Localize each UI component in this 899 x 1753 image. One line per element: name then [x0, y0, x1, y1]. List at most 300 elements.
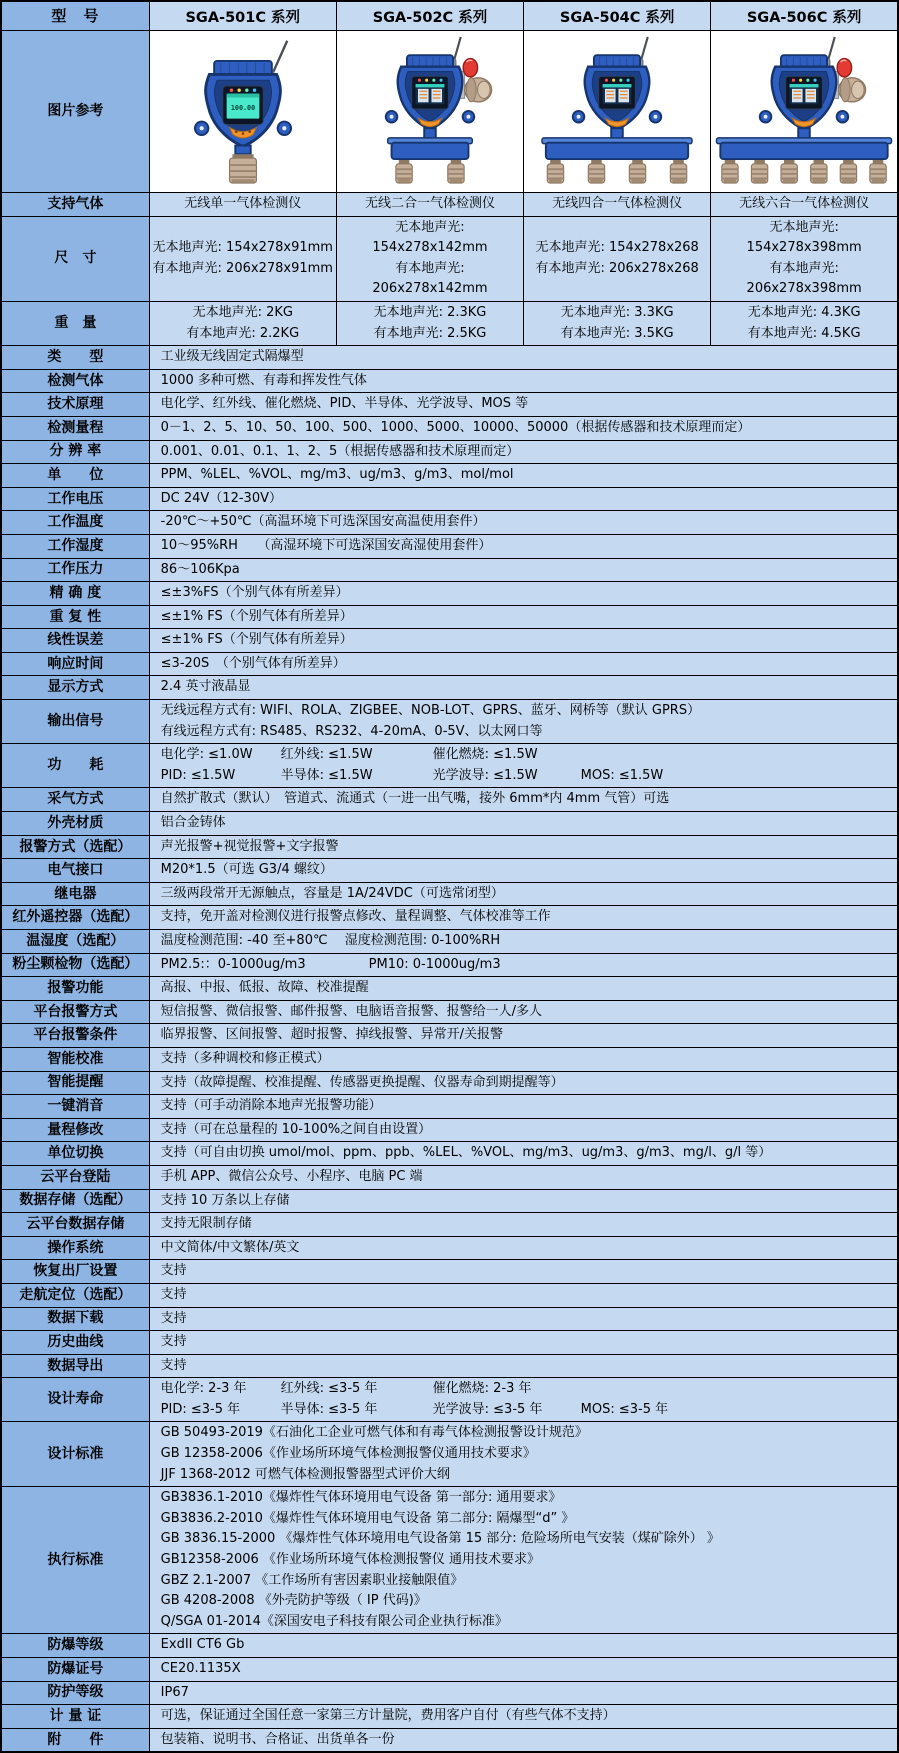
row-label: 平台报警方式 — [1, 1000, 149, 1024]
spec-row — [1, 1487, 898, 1634]
spec-row — [1, 1728, 898, 1752]
value-line: ≤±1% FS（个别气体有所差异） — [160, 632, 353, 648]
spec-value-cell — [149, 906, 898, 930]
spec-row — [1, 416, 898, 440]
sensor-head — [229, 154, 256, 183]
display-screen — [412, 76, 449, 109]
sensor-head — [629, 160, 645, 183]
manifold — [542, 137, 692, 158]
value-line — [161, 1379, 891, 1400]
row-label: 支持气体 — [1, 193, 149, 217]
row-label: 粉尘颗检物（选配） — [1, 953, 149, 977]
row-label: 检测气体 — [1, 369, 149, 393]
spec-row — [1, 534, 898, 558]
value-line: PPM、%LEL、%VOL、mg/m3、ug/m3、g/m3、mol/mol — [160, 467, 514, 483]
spec-row — [1, 1189, 898, 1213]
value-line: 无线单一气体检测仪 — [184, 196, 302, 211]
model-header: SGA-502C 系列 — [336, 1, 523, 31]
spec-value-cell — [149, 1307, 898, 1331]
spec-value-cell — [149, 1024, 898, 1048]
value-line: GB3836.1-2010《爆炸性气体环境用电气设备 第一部分: 通用要求》 — [160, 1490, 562, 1506]
spec-value-cell — [149, 1658, 898, 1682]
value-line: GB3836.2-2010《爆炸性气体环境用电气设备 第二部分: 隔爆型“d” 》 — [160, 1510, 575, 1526]
sga-506c-device-image-cell — [711, 31, 898, 193]
value-segment: MOS: ≤1.5W — [580, 767, 664, 783]
row-label: 数据下载 — [1, 1307, 149, 1331]
spec-row — [1, 1236, 898, 1260]
column-value-cell — [711, 216, 898, 301]
value-line: 声光报警+视觉报警+文字报警 — [160, 838, 339, 854]
row-label: 智能提醒 — [1, 1071, 149, 1095]
svg-text:100.00: 100.00 — [230, 103, 255, 112]
value-line: 无本地声光: 154x278x398mm — [746, 219, 862, 256]
display-screen — [786, 76, 823, 109]
column-value-cell — [711, 193, 898, 217]
spec-row — [1, 1422, 898, 1487]
spec-row — [1, 1165, 898, 1189]
spec-value-cell — [149, 1189, 898, 1213]
row-label: 一键消音 — [1, 1095, 149, 1119]
sensor-head — [841, 160, 857, 183]
spec-value-cell — [149, 558, 898, 582]
spec-value-cell — [149, 1681, 898, 1705]
row-label: 设计寿命 — [1, 1378, 149, 1422]
spec-row — [1, 953, 898, 977]
model-header: SGA-504C 系列 — [524, 1, 711, 31]
manifold — [717, 137, 892, 158]
spec-row — [1, 393, 898, 417]
column-row — [1, 216, 898, 301]
sensor-head — [588, 160, 604, 183]
value-line: 有本地声光: 206x278x91mm — [152, 260, 333, 276]
row-label: 防爆等级 — [1, 1634, 149, 1658]
spec-value-cell — [149, 1331, 898, 1355]
row-label: 响应时间 — [1, 652, 149, 676]
spec-value-cell — [149, 369, 898, 393]
display-screen — [223, 85, 263, 123]
value-segment: 光学波导: ≤1.5W — [432, 767, 538, 783]
spec-row — [1, 1658, 898, 1682]
spec-value-cell — [149, 700, 898, 744]
spec-value-cell — [149, 1728, 898, 1752]
value-line: 无本地声光: 2KG — [192, 304, 293, 320]
alarm-beacon — [834, 58, 866, 101]
spec-row — [1, 440, 898, 464]
spec-value-cell — [149, 1071, 898, 1095]
value-segment: 半导体: ≤1.5W — [280, 767, 373, 783]
value-segment: 红外线: ≤3-5 年 — [280, 1381, 378, 1397]
value-line: 无线四合一气体检测仪 — [552, 196, 683, 211]
display-screen — [599, 76, 636, 109]
value-line: 支持 — [160, 1310, 187, 1326]
spec-value-cell — [149, 440, 898, 464]
value-line: 无本地声光: 154x278x91mm — [152, 240, 333, 256]
spec-row — [1, 1095, 898, 1119]
spec-value-cell — [149, 346, 898, 370]
spec-row — [1, 1000, 898, 1024]
value-line: 有本地声光: 206x278x142mm — [372, 260, 488, 297]
value-line: -20℃～+50℃（高温环境下可选深国安高温使用套件） — [160, 514, 486, 530]
column-value-cell — [336, 216, 523, 301]
value-line: 支持（多种调校和修正模式） — [160, 1050, 330, 1066]
spec-row — [1, 605, 898, 629]
spec-value-cell — [149, 1000, 898, 1024]
spec-value-cell — [149, 1260, 898, 1284]
spec-value-cell — [149, 464, 898, 488]
value-line: 自然扩散式（默认） 管道式、流通式（一进一出气嘴，接外 6mm*内 4mm 气管）可选 — [160, 791, 670, 807]
spec-value-cell — [149, 1236, 898, 1260]
row-label: 线性误差 — [1, 629, 149, 653]
value-line: 铝合金铸体 — [160, 815, 226, 831]
row-label: 类 型 — [1, 346, 149, 370]
spec-row — [1, 906, 898, 930]
value-segment: 光学波导: ≤3-5 年 — [432, 1401, 543, 1417]
column-value-cell — [711, 301, 898, 345]
spec-value-cell — [149, 1165, 898, 1189]
value-line: 支持，免开盖对检测仪进行报警点修改、量程调整、气体校准等工作 — [160, 909, 551, 925]
spec-value-cell — [149, 1634, 898, 1658]
spec-row — [1, 369, 898, 393]
value-line: 高报、中报、低报、故障、校准提醒 — [160, 980, 369, 996]
value-line: 0.001、0.01、0.1、1、2、5（根据传感器和技术原理而定） — [160, 443, 520, 459]
value-line — [161, 955, 891, 976]
value-line: 有本地声光: 3.5KG — [560, 325, 674, 341]
spec-value-cell — [149, 859, 898, 883]
value-line: 支持 — [160, 1263, 187, 1279]
value-line: ExdII CT6 Gb — [160, 1637, 245, 1653]
value-line: DC 24V（12-30V） — [160, 490, 282, 506]
spec-value-cell — [149, 930, 898, 954]
image-row-label: 图片参考 — [1, 31, 149, 193]
value-line: 短信报警、微信报警、邮件报警、电脑语音报警、报警给一人/多人 — [160, 1003, 543, 1019]
spec-value-cell — [149, 1705, 898, 1729]
sga-506c-device-image — [711, 35, 897, 185]
row-label: 检测量程 — [1, 416, 149, 440]
spec-value-cell — [149, 1354, 898, 1378]
value-line: 温度检测范围: -40 至+80℃ 湿度检测范围: 0-100%RH — [160, 933, 501, 948]
spec-value-cell — [149, 1422, 898, 1487]
spec-value-cell — [149, 882, 898, 906]
spec-value-cell — [149, 788, 898, 812]
row-label: 精 确 度 — [1, 582, 149, 606]
spec-value-cell — [149, 1142, 898, 1166]
spec-row — [1, 1047, 898, 1071]
spec-value-cell — [149, 977, 898, 1001]
row-label: 数据导出 — [1, 1354, 149, 1378]
value-line: GB 3836.15-2000 《爆炸性气体环境用电气设备第 15 部分: 危险场所电气安装（煤矿除外） 》 — [160, 1531, 720, 1547]
manifold — [388, 137, 473, 158]
spec-row — [1, 1213, 898, 1237]
value-line: 支持 — [160, 1357, 187, 1373]
row-label: 工作温度 — [1, 511, 149, 535]
row-label: 执行标准 — [1, 1487, 149, 1634]
row-label: 云平台数据存储 — [1, 1213, 149, 1237]
spec-row — [1, 487, 898, 511]
value-segment: 催化燃烧: 2-3 年 — [432, 1381, 532, 1397]
row-label: 功 耗 — [1, 744, 149, 788]
value-line: M20*1.5（可选 G3/4 螺纹） — [160, 862, 333, 878]
model-header-label: 型 号 — [1, 1, 149, 31]
value-line: 无线二合一气体检测仪 — [364, 196, 495, 211]
value-line: ≤±1% FS（个别气体有所差异） — [160, 608, 353, 624]
row-label: 数据存储（选配） — [1, 1189, 149, 1213]
row-label: 智能校准 — [1, 1047, 149, 1071]
row-label: 云平台登陆 — [1, 1165, 149, 1189]
sensor-head — [448, 160, 464, 183]
row-label: 显示方式 — [1, 676, 149, 700]
spec-row — [1, 1071, 898, 1095]
value-line: GB 50493-2019《石油化工企业可燃气体和有毒气体检测报警设计规范》 — [160, 1425, 588, 1441]
spec-row — [1, 1260, 898, 1284]
value-line: 有本地声光: 2.2KG — [186, 325, 300, 341]
value-line: 无线远程方式有: WIFI、ROLA、ZIGBEE、NOB-LOT、GPRS、蓝牙、网桥等（默认 GPRS） — [160, 703, 701, 719]
column-value-cell — [149, 193, 336, 217]
row-label: 计 量 证 — [1, 1705, 149, 1729]
value-line: 无本地声光: 154x278x268 — [535, 240, 699, 256]
sensor-head — [396, 160, 412, 183]
row-label: 重 量 — [1, 301, 149, 345]
sensor-head — [671, 160, 687, 183]
spec-row — [1, 1331, 898, 1355]
row-label: 尺 寸 — [1, 216, 149, 301]
value-line: GB 12358-2006《作业场所环境气体检测报警仪通用技术要求》 — [160, 1446, 536, 1462]
row-label: 历史曲线 — [1, 1331, 149, 1355]
image-row — [1, 31, 898, 193]
spec-value-cell — [149, 1047, 898, 1071]
row-label: 单 位 — [1, 464, 149, 488]
sga-504c-device-image — [524, 35, 710, 185]
spec-value-cell — [149, 487, 898, 511]
row-label: 外壳材质 — [1, 812, 149, 836]
spec-row — [1, 1705, 898, 1729]
value-line: ≤3-20S （个别气体有所差异） — [160, 655, 346, 671]
value-line: 可选，保证通过全国任意一家第三方计量院，费用客户自付（有些气体不支持） — [160, 1708, 616, 1724]
spec-row — [1, 835, 898, 859]
spec-value-cell — [149, 1213, 898, 1237]
value-segment: 红外线: ≤1.5W — [280, 747, 373, 763]
value-segment: 电化学: 2-3 年 — [160, 1381, 247, 1397]
column-value-cell — [336, 301, 523, 345]
value-segment: 电化学: ≤1.0W — [160, 747, 253, 763]
alarm-beacon — [460, 58, 492, 101]
stem — [235, 145, 250, 154]
spec-row — [1, 464, 898, 488]
spec-value-cell — [149, 652, 898, 676]
spec-value-cell — [149, 605, 898, 629]
row-label: 防护等级 — [1, 1681, 149, 1705]
spec-row — [1, 1142, 898, 1166]
value-line: 无本地声光: 4.3KG — [747, 304, 861, 320]
value-line: 临界报警、区间报警、超时报警、掉线报警、异常开/关报警 — [160, 1027, 504, 1043]
value-line: 支持 10 万条以上存储 — [160, 1192, 290, 1208]
value-line: IP67 — [160, 1684, 189, 1700]
spec-value-cell — [149, 534, 898, 558]
value-segment: PID: ≤3-5 年 — [160, 1401, 241, 1417]
value-line: GB 4208-2008 《外壳防护等级（ IP 代码)》 — [160, 1593, 427, 1609]
spec-row — [1, 1307, 898, 1331]
row-label: 工作湿度 — [1, 534, 149, 558]
header-row — [1, 1, 898, 31]
spec-row — [1, 744, 898, 788]
row-label: 报警方式（选配） — [1, 835, 149, 859]
row-label: 操作系统 — [1, 1236, 149, 1260]
sga-501c-device-image — [150, 35, 336, 185]
value-line: 86～106Kpa — [160, 561, 240, 577]
spec-value-cell — [149, 416, 898, 440]
column-value-cell — [336, 193, 523, 217]
column-value-cell — [524, 301, 711, 345]
value-line: 支持 — [160, 1286, 187, 1302]
value-segment: PM2.5:：0-1000ug/m3 — [160, 956, 306, 972]
sensor-head — [781, 160, 797, 183]
value-line: JJF 1368-2012 可燃气体检测报警器型式评价大纲 — [160, 1466, 450, 1482]
value-line: 包装箱、说明书、合格证、出货单各一份 — [160, 1731, 395, 1747]
value-line: 支持（可在总量程的 10-100%之间自由设置） — [160, 1121, 432, 1137]
row-label: 工作电压 — [1, 487, 149, 511]
value-line: 手机 APP、微信公众号、小程序、电脑 PC 端 — [160, 1168, 423, 1184]
model-header: SGA-506C 系列 — [711, 1, 898, 31]
spec-row — [1, 582, 898, 606]
value-line: 无本地声光: 154x278x142mm — [372, 219, 488, 256]
spec-row — [1, 859, 898, 883]
value-line: 0－1、2、5、10、50、100、500、1000、5000、10000、50000（根据传感器和技术原理而定） — [160, 419, 751, 435]
value-line: 支持（故障提醒、校准提醒、传感器更换提醒、仪器寿命到期提醒等） — [160, 1074, 564, 1090]
spec-row — [1, 788, 898, 812]
value-line: 有本地声光: 2.5KG — [373, 325, 487, 341]
row-label: 采气方式 — [1, 788, 149, 812]
row-label: 设计标准 — [1, 1422, 149, 1487]
value-line: 无本地声光: 2.3KG — [373, 304, 487, 320]
spec-row — [1, 676, 898, 700]
column-row — [1, 301, 898, 345]
spec-row — [1, 812, 898, 836]
spec-value-cell — [149, 393, 898, 417]
value-line: 三级两段常开无源触点，容量是 1A/24VDC（可选常闭型） — [160, 885, 504, 901]
value-line: GB12358-2006 《作业场所环境气体检测报警仪 通用技术要求》 — [160, 1552, 541, 1568]
value-line: 2.4 英寸液晶显 — [160, 679, 251, 695]
value-segment: 催化燃烧: ≤1.5W — [432, 747, 538, 763]
spec-row — [1, 700, 898, 744]
value-line: GBZ 2.1-2007 《工作场所有害因素职业接触限值》 — [160, 1572, 464, 1588]
value-line: 无本地声光: 3.3KG — [560, 304, 674, 320]
spec-row — [1, 1354, 898, 1378]
sensor-head — [722, 160, 738, 183]
spec-value-cell — [149, 1487, 898, 1634]
value-line: 支持（可自由切换 umol/mol、ppm、ppb、%LEL、%VOL、mg/m3、ug/m3、g/m3、mg/l、g/l 等） — [160, 1145, 772, 1161]
spec-row — [1, 1634, 898, 1658]
row-label: 工作压力 — [1, 558, 149, 582]
row-label: 恢复出厂设置 — [1, 1260, 149, 1284]
value-line: 有本地声光: 206x278x398mm — [746, 260, 862, 297]
sga-502c-device-image — [337, 35, 523, 185]
spec-value-cell — [149, 1118, 898, 1142]
value-line: 无线六合一气体检测仪 — [739, 196, 870, 211]
spec-value-cell — [149, 582, 898, 606]
row-label: 报警功能 — [1, 977, 149, 1001]
value-line: 支持 — [160, 1334, 187, 1350]
value-line: Q/SGA 01-2014《深国安电子科技有限公司企业执行标准》 — [160, 1613, 508, 1629]
row-label: 温湿度（选配） — [1, 930, 149, 954]
row-label: 输出信号 — [1, 700, 149, 744]
value-segment: PM10: 0-1000ug/m3 — [368, 956, 501, 972]
device-body — [386, 55, 474, 128]
sga-504c-device-image-cell — [524, 31, 711, 193]
value-line: 支持无限制存储 — [160, 1216, 252, 1232]
device-body — [760, 55, 848, 128]
value-line: 1000 多种可燃、有毒和挥发性气体 — [160, 372, 367, 388]
spec-row — [1, 558, 898, 582]
sensor-head — [547, 160, 563, 183]
row-label: 继电器 — [1, 882, 149, 906]
row-label: 附 件 — [1, 1728, 149, 1752]
spec-value-cell — [149, 744, 898, 788]
row-label: 平台报警条件 — [1, 1024, 149, 1048]
value-segment: MOS: ≤3-5 年 — [580, 1401, 669, 1417]
row-label: 红外遥控器（选配） — [1, 906, 149, 930]
spec-value-cell — [149, 629, 898, 653]
model-header: SGA-501C 系列 — [149, 1, 336, 31]
spec-row — [1, 346, 898, 370]
value-line: 支持（可手动消除本地声光报警功能） — [160, 1098, 382, 1114]
spec-row — [1, 652, 898, 676]
spec-row — [1, 977, 898, 1001]
row-label: 技术原理 — [1, 393, 149, 417]
spec-value-cell — [149, 676, 898, 700]
spec-row — [1, 882, 898, 906]
row-label: 分 辨 率 — [1, 440, 149, 464]
value-line — [161, 1400, 891, 1421]
spec-row — [1, 511, 898, 535]
value-segment: 半导体: ≤3-5 年 — [280, 1401, 378, 1417]
value-line: 中文简体/中文繁体/英文 — [160, 1239, 300, 1255]
device-body — [195, 60, 291, 145]
spec-value-cell — [149, 1095, 898, 1119]
spec-row — [1, 1024, 898, 1048]
value-segment: PID: ≤1.5W — [160, 767, 236, 783]
spec-value-cell — [149, 511, 898, 535]
sga-502c-device-image-cell — [336, 31, 523, 193]
spec-value-cell — [149, 1378, 898, 1422]
spec-row — [1, 1378, 898, 1422]
row-label: 量程修改 — [1, 1118, 149, 1142]
sga-501c-device-image-cell — [149, 31, 336, 193]
spec-value-cell — [149, 1283, 898, 1307]
row-label: 防爆证号 — [1, 1658, 149, 1682]
row-label: 电气接口 — [1, 859, 149, 883]
spec-row — [1, 930, 898, 954]
value-line: ≤±3%FS（个别气体有所差异） — [160, 585, 349, 601]
spec-row — [1, 1681, 898, 1705]
value-line: 有本地声光: 4.5KG — [747, 325, 861, 341]
spec-row — [1, 1118, 898, 1142]
device-body — [573, 55, 661, 128]
value-line: 工业级无线固定式隔爆型 — [160, 349, 304, 365]
sensor-head — [752, 160, 768, 183]
column-value-cell — [149, 216, 336, 301]
value-line: 有本地声光: 206x278x268 — [535, 260, 699, 276]
row-label: 走航定位（选配） — [1, 1283, 149, 1307]
value-line: 电化学、红外线、催化燃烧、PID、半导体、光学波导、MOS 等 — [160, 396, 529, 412]
row-label: 重 复 性 — [1, 605, 149, 629]
spec-row — [1, 1283, 898, 1307]
value-line — [161, 766, 891, 787]
column-row — [1, 193, 898, 217]
value-line — [161, 745, 891, 766]
column-value-cell — [524, 193, 711, 217]
spec-value-cell — [149, 953, 898, 977]
spec-row — [1, 629, 898, 653]
sensor-head — [870, 160, 886, 183]
